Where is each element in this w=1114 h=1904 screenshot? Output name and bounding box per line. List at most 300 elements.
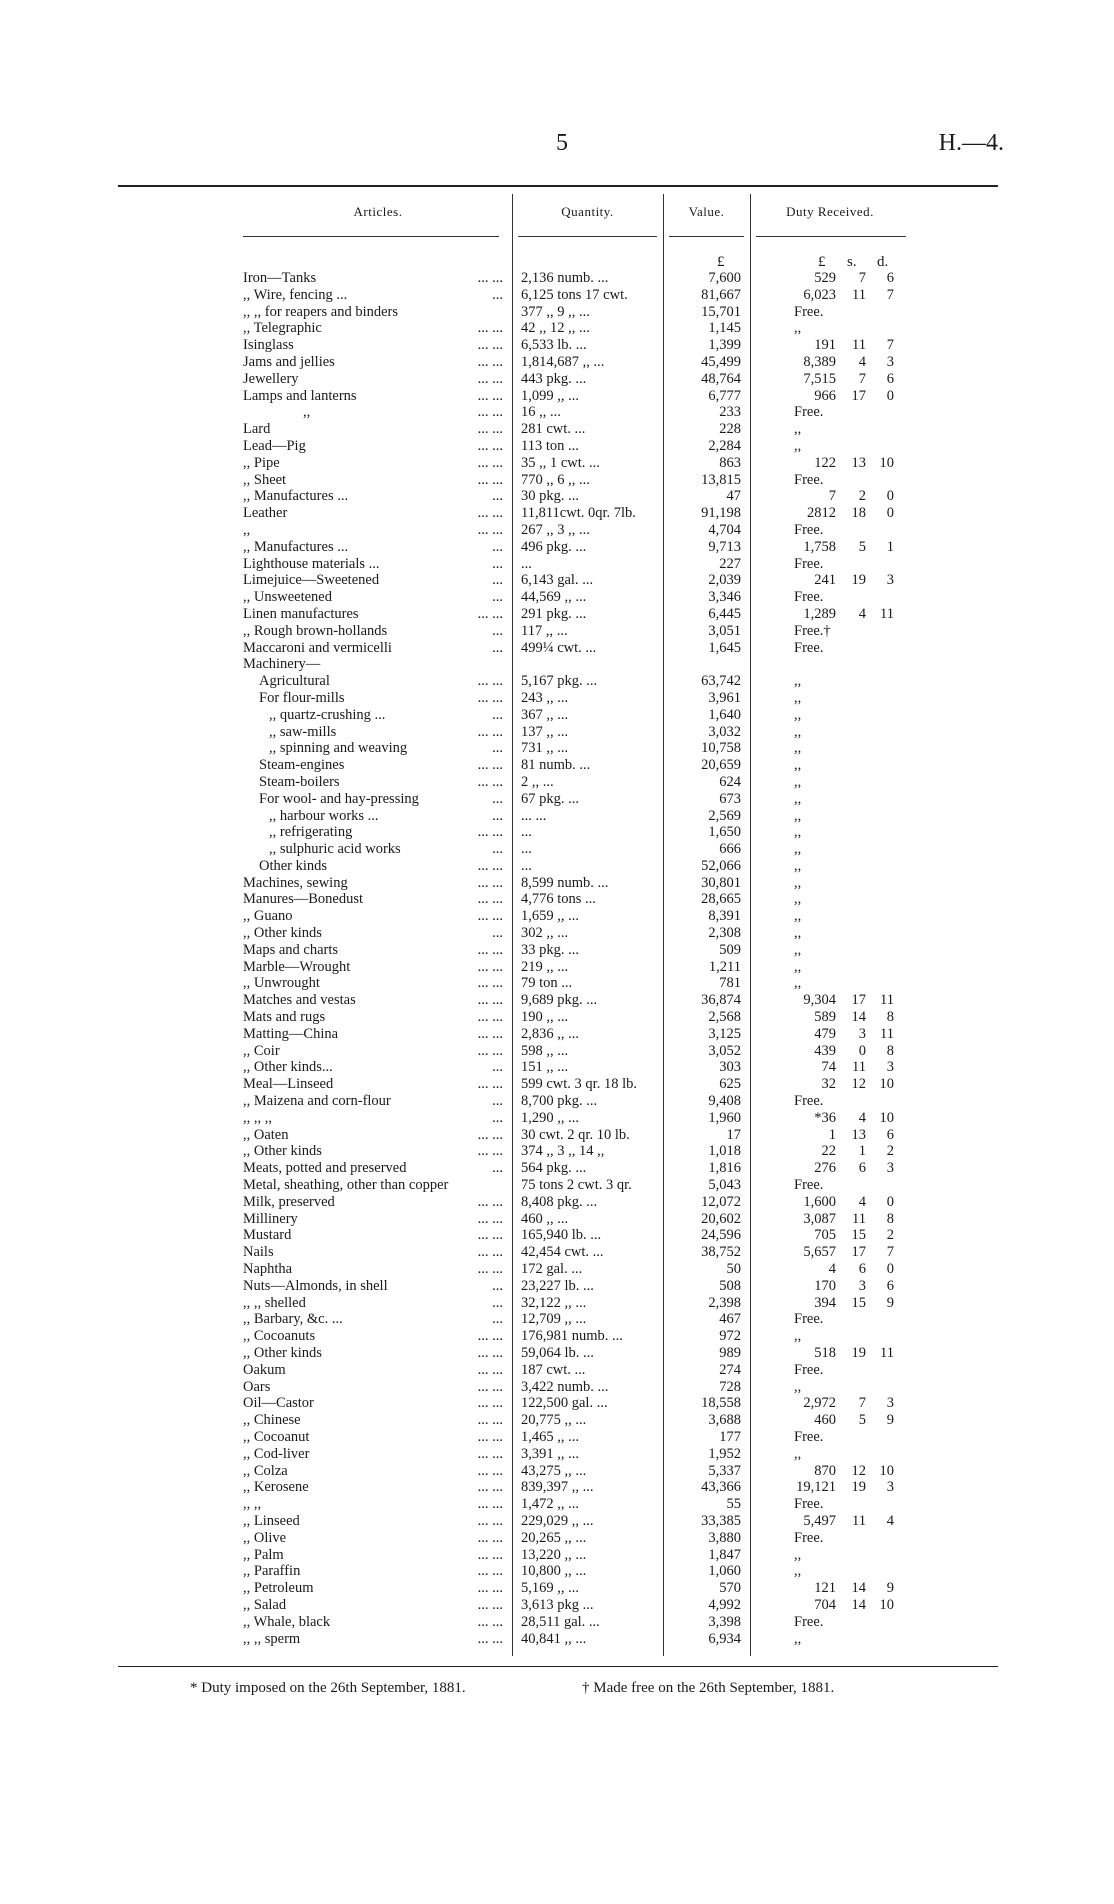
duty-shillings-cell: 11: [852, 1059, 866, 1076]
duty-shillings-cell: 13: [851, 454, 866, 471]
quantity-cell: 496 pkg. ...: [521, 538, 587, 555]
value-cell: 1,060: [708, 1563, 741, 1580]
article-cell: Oars: [243, 1378, 271, 1395]
article-cell: ,, refrigerating: [269, 824, 353, 841]
value-cell: 3,052: [708, 1042, 741, 1059]
quantity-cell: 1,099 ,, ...: [521, 387, 579, 404]
duty-status-cell: ,,: [794, 1563, 802, 1580]
value-cell: 38,752: [701, 1244, 741, 1261]
article-cell: Meats, potted and preserved: [243, 1160, 407, 1177]
quantity-cell: 9,689 pkg. ...: [521, 992, 598, 1009]
duty-pounds-cell: 3,087: [803, 1210, 836, 1227]
leader-dots: ... ...: [477, 1126, 503, 1143]
value-cell: 24,596: [701, 1227, 741, 1244]
value-cell: 9,408: [708, 1093, 741, 1110]
table-row: [0, 354, 1114, 371]
quantity-cell: 42,454 cwt. ...: [521, 1244, 604, 1261]
duty-pence-cell: 0: [886, 505, 894, 522]
article-cell: ,, Linseed: [243, 1512, 300, 1529]
duty-shillings-cell: 14: [851, 1009, 866, 1026]
leader-dots: ... ...: [477, 1630, 503, 1647]
table-row: [0, 388, 1114, 405]
quantity-cell: 1,465 ,, ...: [521, 1428, 579, 1445]
duty-shillings-cell: 15: [851, 1294, 866, 1311]
table-row: [0, 757, 1114, 774]
article-cell: Maccaroni and vermicelli: [243, 639, 392, 656]
duty-status-cell: ,,: [794, 874, 802, 891]
table-row: [0, 808, 1114, 825]
duty-shillings-cell: 3: [858, 1025, 866, 1042]
quantity-cell: 2,136 numb. ...: [521, 270, 609, 286]
duty-shillings-cell: 19: [851, 572, 866, 589]
quantity-cell: 3,422 numb. ...: [521, 1378, 609, 1395]
quantity-cell: 8,599 numb. ...: [521, 874, 609, 891]
value-cell: 3,961: [708, 689, 741, 706]
duty-status-cell: ,,: [794, 790, 802, 807]
duty-shillings-cell: 17: [851, 1244, 866, 1261]
value-cell: 2,398: [708, 1294, 741, 1311]
quantity-cell: 32,122 ,, ...: [521, 1294, 587, 1311]
table-row: [0, 824, 1114, 841]
leader-dots: ... ...: [477, 370, 503, 387]
table-row: [0, 522, 1114, 539]
leader-dots: ... ...: [477, 1076, 503, 1093]
table-row: [0, 1227, 1114, 1244]
duty-pence-cell: 3: [886, 1395, 894, 1412]
quantity-cell: 3,613 pkg ...: [521, 1596, 594, 1613]
value-cell: 3,125: [708, 1025, 741, 1042]
leader-dots: ... ...: [477, 1529, 503, 1546]
duty-pence-cell: 8: [886, 1042, 894, 1059]
article-cell: ,, Coir: [243, 1042, 280, 1059]
leader-dots: ... ...: [477, 824, 503, 841]
duty-pounds-cell: 7: [828, 488, 836, 505]
value-cell: 1,018: [708, 1143, 741, 1160]
article-cell: Iron—Tanks: [243, 270, 317, 286]
article-cell: Limejuice—Sweetened: [243, 572, 380, 589]
value-cell: 50: [726, 1261, 741, 1278]
article-cell: ,, Pipe: [243, 454, 280, 471]
document-reference: H.—4.: [938, 130, 1004, 156]
leader-dots: ... ...: [477, 1143, 503, 1160]
duty-pounds-cell: 191: [814, 337, 836, 354]
table-row: [0, 1026, 1114, 1043]
value-cell: 45,499: [701, 353, 741, 370]
duty-shillings-cell: 17: [851, 387, 866, 404]
duty-pence-cell: 7: [886, 286, 894, 303]
quantity-cell: 443 pkg. ...: [521, 370, 587, 387]
value-cell: 63,742: [701, 673, 741, 690]
duty-status-cell: Free.: [794, 521, 824, 538]
table-row: [0, 1395, 1114, 1412]
duty-shillings-cell: 13: [851, 1126, 866, 1143]
value-cell: 1,816: [708, 1160, 741, 1177]
table-row: [0, 1295, 1114, 1312]
table-row: [0, 1278, 1114, 1295]
quantity-cell: 8,408 pkg. ...: [521, 1193, 598, 1210]
duty-shillings-cell: 19: [851, 1479, 866, 1496]
leader-dots: ...: [492, 488, 503, 505]
table-row: [0, 1211, 1114, 1228]
value-cell: 624: [719, 773, 741, 790]
article-cell: ,, Olive: [243, 1529, 287, 1546]
value-cell: 228: [719, 421, 741, 438]
table-row: [0, 1093, 1114, 1110]
duty-shillings-cell: 6: [858, 1261, 866, 1278]
table-row: [0, 1009, 1114, 1026]
quantity-cell: 302 ,, ...: [521, 925, 569, 942]
quantity-cell: ...: [521, 857, 532, 874]
duty-pence-cell: 8: [886, 1210, 894, 1227]
quantity-cell: 2,836 ,, ...: [521, 1025, 579, 1042]
leader-dots: ... ...: [477, 1328, 503, 1345]
article-cell: ,, Cod-liver: [243, 1445, 310, 1462]
duty-pence-cell: 2: [886, 1227, 894, 1244]
table-row: [0, 1496, 1114, 1513]
duty-pence-cell: 3: [886, 353, 894, 370]
quantity-cell: 8,700 pkg. ...: [521, 1093, 598, 1110]
leader-dots: ... ...: [477, 1445, 503, 1462]
duty-shillings-cell: 0: [858, 1042, 866, 1059]
duty-status-cell: Free.: [794, 1428, 824, 1445]
duty-pence-cell: 6: [886, 1277, 894, 1294]
duty-status-cell: Free.: [794, 589, 824, 606]
duty-pounds-cell: 7,515: [803, 370, 836, 387]
duty-pounds-cell: 122: [814, 454, 836, 471]
quantity-cell: 33 pkg. ...: [521, 941, 579, 958]
value-cell: 1,145: [708, 320, 741, 337]
duty-status-cell: Free.: [794, 1361, 824, 1378]
table-row: [0, 572, 1114, 589]
value-cell: 1,847: [708, 1546, 741, 1563]
value-cell: 6,777: [708, 387, 741, 404]
duty-status-cell: ,,: [794, 673, 802, 690]
duty-status-cell: Free.: [794, 555, 824, 572]
leader-dots: ... ...: [477, 1395, 503, 1412]
duty-status-cell: Free.: [794, 404, 824, 421]
table-row: [0, 1328, 1114, 1345]
quantity-cell: 176,981 numb. ...: [521, 1328, 623, 1345]
duty-status-cell: Free.†: [794, 622, 831, 639]
value-cell: 570: [719, 1580, 741, 1597]
duty-shillings-cell: 5: [858, 1412, 866, 1429]
duty-pounds-cell: 19,121: [796, 1479, 836, 1496]
article-cell: Lighthouse materials ...: [243, 555, 380, 572]
leader-dots: ... ...: [477, 1244, 503, 1261]
header-quantity: Quantity.: [561, 204, 614, 219]
value-cell: 666: [719, 841, 741, 858]
leader-dots: ... ...: [477, 1512, 503, 1529]
duty-pounds-cell: 2,972: [803, 1395, 836, 1412]
duty-pounds-cell: 479: [814, 1025, 836, 1042]
duty-shillings-cell: 11: [852, 337, 866, 354]
article-cell: Lead—Pig: [243, 437, 306, 454]
value-cell: 2,308: [708, 925, 741, 942]
leader-dots: ...: [492, 286, 503, 303]
duty-status-cell: ,,: [794, 437, 802, 454]
quantity-cell: 42 ,, 12 ,, ...: [521, 320, 590, 337]
table-row: [0, 707, 1114, 724]
table-row: [0, 740, 1114, 757]
value-cell: 17: [726, 1126, 741, 1143]
duty-shillings-cell: 19: [851, 1345, 866, 1361]
duty-status-cell: ,,: [794, 706, 802, 723]
leader-dots: ... ...: [477, 1496, 503, 1513]
quantity-cell: 28,511 gal. ...: [521, 1613, 600, 1630]
value-cell: 3,398: [708, 1613, 741, 1630]
duty-pence-cell: 9: [886, 1580, 894, 1597]
quantity-cell: 377 ,, 9 ,, ...: [521, 303, 590, 320]
duty-pence-cell: 6: [886, 370, 894, 387]
duty-status-cell: ,,: [794, 824, 802, 841]
quantity-cell: 598 ,, ...: [521, 1042, 569, 1059]
duty-pence-cell: 10: [879, 1109, 894, 1126]
article-cell: ,, Cocoanut: [243, 1428, 310, 1445]
quantity-cell: ...: [521, 555, 532, 572]
value-cell: 18,558: [701, 1395, 741, 1412]
table-row: [0, 337, 1114, 354]
quantity-cell: 770 ,, 6 ,, ...: [521, 471, 590, 488]
value-cell: 7,600: [708, 270, 741, 286]
article-cell: ,, ,,: [243, 1496, 262, 1513]
duty-pence-cell: 10: [879, 1462, 894, 1479]
leader-dots: ...: [492, 1093, 503, 1110]
article-cell: Steam-boilers: [259, 773, 340, 790]
table-row: [0, 975, 1114, 992]
duty-shillings-cell: 11: [852, 286, 866, 303]
article-cell: ,, Maizena and corn-flour: [243, 1093, 391, 1110]
quantity-cell: 187 cwt. ...: [521, 1361, 586, 1378]
leader-dots: ... ...: [477, 1479, 503, 1496]
article-cell: Meal—Linseed: [243, 1076, 334, 1093]
duty-pounds-cell: 704: [814, 1596, 836, 1613]
table-row: [0, 724, 1114, 741]
duty-pence-cell: 7: [886, 1244, 894, 1261]
quantity-cell: 11,811cwt. 0qr. 7lb.: [521, 505, 636, 522]
table-row: [0, 774, 1114, 791]
duty-pounds-cell: 1,758: [803, 538, 836, 555]
duty-status-cell: ,,: [794, 807, 802, 824]
duty-shillings-cell: 12: [851, 1462, 866, 1479]
duty-pence-cell: 11: [880, 605, 894, 622]
quantity-cell: 374 ,, 3 ,, 14 ,,: [521, 1143, 605, 1160]
article-cell: Steam-engines: [259, 757, 345, 774]
article-cell: ,, Manufactures ...: [243, 538, 349, 555]
duty-status-cell: ,,: [794, 1378, 802, 1395]
quantity-cell: 219 ,, ...: [521, 958, 569, 975]
duty-pounds-cell: 170: [814, 1277, 836, 1294]
duty-pounds-cell: 705: [814, 1227, 836, 1244]
duty-shillings-cell: 4: [858, 1109, 866, 1126]
leader-dots: ... ...: [477, 1227, 503, 1244]
value-cell: 20,602: [701, 1210, 741, 1227]
table-row: [0, 791, 1114, 808]
duty-pounds-cell: 2812: [807, 505, 836, 522]
table-row: [0, 992, 1114, 1009]
table-row: [0, 304, 1114, 321]
quantity-cell: ... ...: [521, 807, 547, 824]
value-cell: 10,758: [701, 740, 741, 757]
duty-pence-cell: 1: [886, 538, 894, 555]
header-articles: Articles.: [353, 204, 403, 219]
quantity-cell: 5,169 ,, ...: [521, 1580, 579, 1597]
duty-pounds-cell: 22: [821, 1143, 836, 1160]
table-row: [0, 1043, 1114, 1060]
table-row: [0, 1177, 1114, 1194]
table-row: [0, 841, 1114, 858]
duty-status-cell: Free.: [794, 1496, 824, 1513]
quantity-cell: 16 ,, ...: [521, 404, 561, 421]
duty-pence-cell: 0: [886, 1261, 894, 1278]
value-cell: 2,568: [708, 1009, 741, 1026]
article-cell: ,, Other kinds: [243, 925, 322, 942]
quantity-cell: 67 pkg. ...: [521, 790, 579, 807]
leader-dots: ... ...: [477, 1563, 503, 1580]
table-row: [0, 556, 1114, 573]
quantity-cell: 13,220 ,, ...: [521, 1546, 587, 1563]
duty-shillings-cell: 4: [858, 1193, 866, 1210]
leader-dots: ...: [492, 572, 503, 589]
duty-shillings-cell: 15: [851, 1227, 866, 1244]
article-cell: Oakum: [243, 1361, 286, 1378]
value-cell: 4,992: [708, 1596, 741, 1613]
table-row: [0, 1160, 1114, 1177]
value-cell: 4,704: [708, 521, 741, 538]
duty-status-cell: ,,: [794, 891, 802, 908]
duty-pounds-cell: 518: [814, 1345, 836, 1361]
duty-pounds-cell: 32: [821, 1076, 836, 1093]
quantity-cell: 6,143 gal. ...: [521, 572, 594, 589]
value-cell: 15,701: [701, 303, 741, 320]
value-cell: 81,667: [701, 286, 741, 303]
duty-shillings-cell: 17: [851, 992, 866, 1009]
table-row: [0, 1580, 1114, 1597]
duty-pounds-cell: 439: [814, 1042, 836, 1059]
duty-shillings-cell: 11: [852, 1210, 866, 1227]
article-cell: Linen manufactures: [243, 605, 359, 622]
table-row: [0, 404, 1114, 421]
article-cell: ,, Telegraphic: [243, 320, 322, 337]
value-cell: 508: [719, 1277, 741, 1294]
duty-status-cell: ,,: [794, 689, 802, 706]
article-cell: Other kinds: [259, 857, 328, 874]
article-cell: ,,: [303, 404, 311, 421]
leader-dots: ... ...: [477, 1025, 503, 1042]
article-cell: Leather: [243, 505, 288, 522]
quantity-cell: 20,775 ,, ...: [521, 1412, 587, 1429]
table-row: [0, 270, 1114, 287]
table-row: [0, 942, 1114, 959]
table-row: [0, 1614, 1114, 1631]
value-cell: 972: [719, 1328, 741, 1345]
leader-dots: ... ...: [477, 673, 503, 690]
article-cell: ,, ,, for reapers and binders: [243, 303, 399, 320]
duty-status-cell: ,,: [794, 757, 802, 774]
value-cell: 30,801: [701, 874, 741, 891]
value-cell: 2,569: [708, 807, 741, 824]
article-cell: ,, Other kinds: [243, 1143, 322, 1160]
leader-dots: ... ...: [477, 857, 503, 874]
leader-dots: ...: [492, 538, 503, 555]
quantity-cell: 43,275 ,, ...: [521, 1462, 587, 1479]
quantity-cell: 10,800 ,, ...: [521, 1563, 587, 1580]
quantity-cell: 172 gal. ...: [521, 1261, 583, 1278]
value-cell: 8,391: [708, 908, 741, 925]
value-cell: 12,072: [701, 1193, 741, 1210]
article-cell: Lard: [243, 421, 271, 438]
leader-dots: ... ...: [477, 908, 503, 925]
duty-shillings-cell: 11: [852, 1512, 866, 1529]
value-cell: 1,399: [708, 337, 741, 354]
quantity-cell: 5,167 pkg. ...: [521, 673, 598, 690]
article-cell: ,, harbour works ...: [269, 807, 379, 824]
table-row: [0, 1076, 1114, 1093]
value-cell: 781: [719, 975, 741, 992]
duty-status-cell: ,,: [794, 773, 802, 790]
duty-pounds-cell: 1: [828, 1126, 836, 1143]
duty-pence-cell: 0: [886, 488, 894, 505]
leader-dots: ... ...: [477, 1261, 503, 1278]
article-cell: Agricultural: [259, 673, 330, 690]
article-cell: ,, Wire, fencing ...: [243, 286, 348, 303]
article-cell: ,,: [243, 521, 251, 538]
page-number: 5: [556, 130, 568, 156]
article-cell: Naphtha: [243, 1261, 293, 1278]
article-cell: ,, Guano: [243, 908, 293, 925]
value-cell: 13,815: [701, 471, 741, 488]
leader-dots: ...: [492, 589, 503, 606]
article-cell: For flour-mills: [259, 689, 345, 706]
quantity-cell: 23,227 lb. ...: [521, 1277, 594, 1294]
article-cell: ,, Salad: [243, 1596, 287, 1613]
article-cell: Millinery: [243, 1210, 298, 1227]
leader-dots: ...: [492, 1109, 503, 1126]
article-cell: Jams and jellies: [243, 353, 335, 370]
quantity-cell: 460 ,, ...: [521, 1210, 569, 1227]
duty-pence-cell: 4: [886, 1512, 894, 1529]
leader-dots: ...: [492, 639, 503, 656]
leader-dots: ...: [492, 555, 503, 572]
leader-dots: ...: [492, 1311, 503, 1328]
duty-pence-cell: 3: [886, 1479, 894, 1496]
header-rule: [518, 236, 657, 237]
leader-dots: ... ...: [477, 454, 503, 471]
table-row: [0, 1530, 1114, 1547]
article-cell: Manures—Bonedust: [243, 891, 364, 908]
quantity-cell: 6,125 tons 17 cwt.: [521, 286, 628, 303]
quantity-cell: 151 ,, ...: [521, 1059, 569, 1076]
duty-shillings-cell: 4: [858, 353, 866, 370]
article-cell: ,, Palm: [243, 1546, 284, 1563]
table-row: [0, 690, 1114, 707]
quantity-cell: 1,290 ,, ...: [521, 1109, 579, 1126]
article-cell: Oil—Castor: [243, 1395, 314, 1412]
duty-status-cell: ,,: [794, 1546, 802, 1563]
table-row: [0, 1143, 1114, 1160]
duty-status-cell: ,,: [794, 1328, 802, 1345]
quantity-cell: 79 ton ...: [521, 975, 573, 992]
leader-dots: ... ...: [477, 773, 503, 790]
value-cell: 863: [719, 454, 741, 471]
quantity-cell: 113 ton ...: [521, 437, 579, 454]
article-cell: Nuts—Almonds, in shell: [243, 1277, 388, 1294]
duty-shillings-cell: 6: [858, 1160, 866, 1177]
value-cell: 36,874: [701, 992, 741, 1009]
duty-pence-cell: 6: [886, 1126, 894, 1143]
value-cell: 52,066: [701, 857, 741, 874]
duty-status-cell: ,,: [794, 941, 802, 958]
leader-dots: ... ...: [477, 891, 503, 908]
